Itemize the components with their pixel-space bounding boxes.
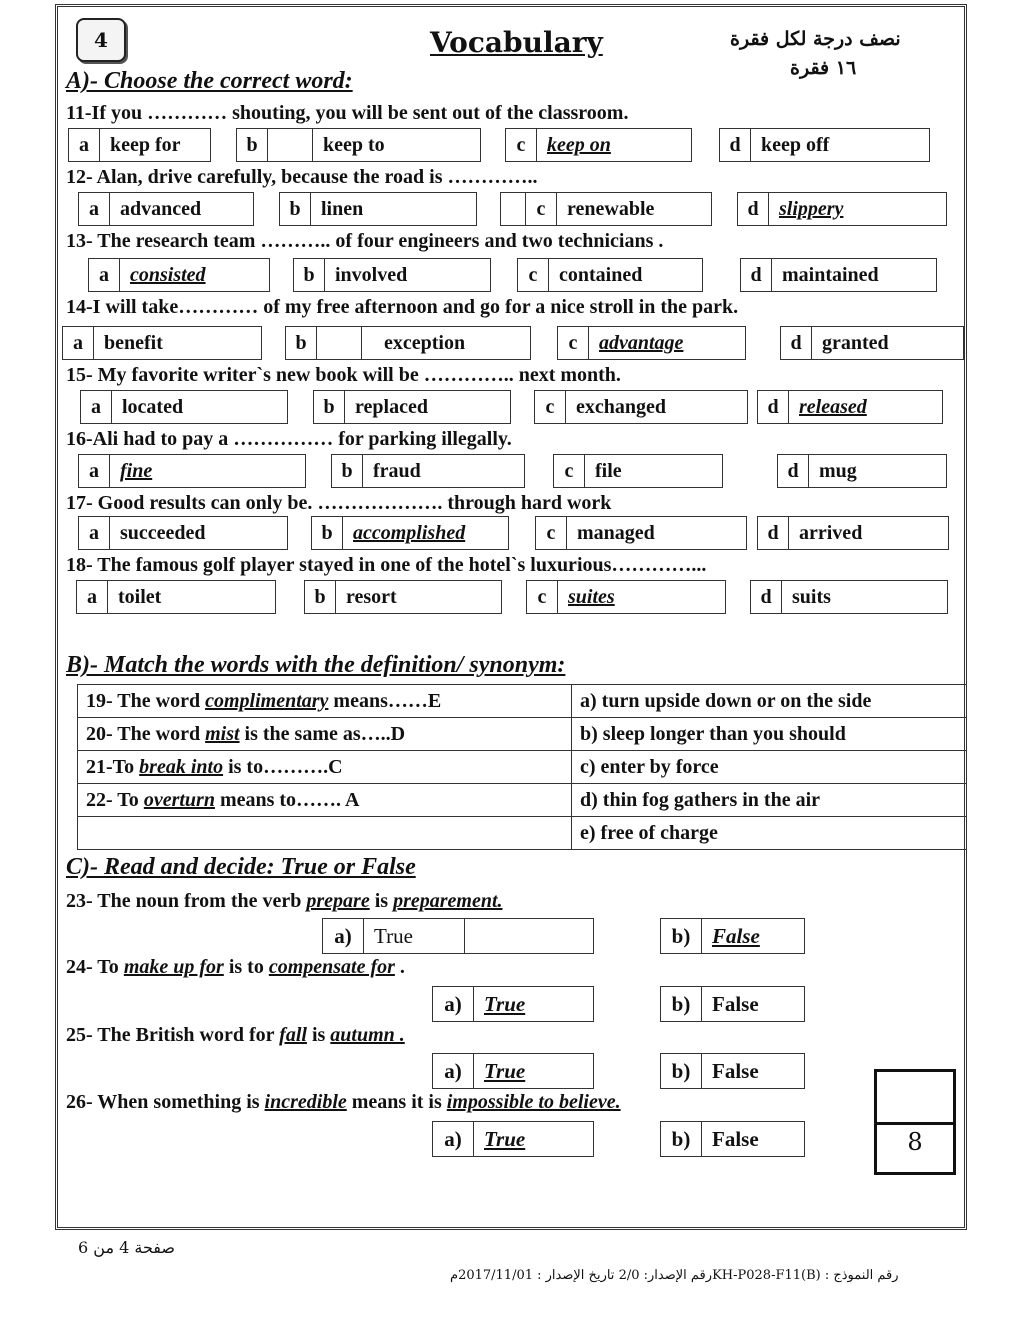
q14-option-a[interactable] (62, 326, 262, 360)
option-letter: a (79, 193, 110, 225)
q13-option-a[interactable] (88, 258, 270, 292)
match-definition: d) thin fog gathers in the air (572, 784, 967, 817)
q11-option-c[interactable] (505, 128, 692, 162)
match-term (78, 817, 572, 850)
q14-option-b[interactable] (285, 326, 531, 360)
q14-option-c[interactable] (557, 326, 746, 360)
question-17: 17- Good results can only be. ………………. through hard work (66, 492, 612, 514)
q15-option-b[interactable] (313, 390, 511, 424)
q16-option-c[interactable] (553, 454, 723, 488)
question-16: 16-Ali had to pay a …………… for parking illegally. (66, 428, 512, 450)
section-a-title: A)- Choose the correct word: (66, 68, 353, 94)
q16-option-a[interactable] (78, 454, 306, 488)
match-term: 22- To overturn means to……. A (78, 784, 572, 817)
section-c-title: C)- Read and decide: True or False (66, 854, 416, 880)
option-text: granted (822, 332, 889, 354)
option-text: managed (577, 522, 655, 544)
option-text: renewable (567, 198, 655, 220)
match-table (77, 684, 967, 850)
option-letter: b (237, 129, 268, 161)
q18-option-c[interactable] (526, 580, 726, 614)
question-11: 11-If you ………… shouting, you will be sent out of the classroom. (66, 102, 629, 124)
q16-option-d[interactable] (777, 454, 947, 488)
option-letter: d (781, 327, 812, 359)
option-letter: c (535, 391, 566, 423)
match-term: 21-To break into is to……….C (78, 751, 572, 784)
option-letter: a (81, 391, 112, 423)
option-text: accomplished (353, 522, 466, 544)
match-term: 20- The word mist is the same as…..D (78, 718, 572, 751)
option-text: advanced (120, 198, 202, 220)
option-text: exception (384, 332, 466, 354)
q14-option-d[interactable] (780, 326, 964, 360)
q17-option-c[interactable] (535, 516, 747, 550)
option-text: advantage (599, 332, 684, 354)
option-text: mug (819, 460, 857, 482)
q12-option-a[interactable] (78, 192, 254, 226)
option-text: linen (321, 198, 364, 220)
q18-option-b[interactable] (304, 580, 502, 614)
match-definition: a) turn upside down or on the side (572, 685, 967, 718)
score-value: 8 (907, 1128, 923, 1156)
option-text: keep to (323, 134, 385, 156)
question-18: 18- The famous golf player stayed in one of the hotel`s luxurious…………... (66, 554, 707, 576)
q13-option-c[interactable] (517, 258, 703, 292)
option-letter: b (332, 455, 363, 487)
q12-option-c[interactable] (500, 192, 712, 226)
q15-option-c[interactable] (534, 390, 748, 424)
match-row (78, 784, 967, 817)
option-text: slippery (779, 198, 844, 220)
option-letter: c (558, 327, 589, 359)
option-letter: d (751, 581, 782, 613)
option-letter: d (758, 517, 789, 549)
question-25: 25- The British word for fall is autumn . (66, 1024, 405, 1046)
option-letter: a (77, 581, 108, 613)
option-spacer (268, 129, 313, 161)
option-letter: a (69, 129, 100, 161)
option-letter: a (89, 259, 120, 291)
q11-option-a[interactable] (68, 128, 211, 162)
option-text: arrived (799, 522, 863, 544)
question-26: 26- When something is incredible means it is impossible to believe. (66, 1091, 621, 1113)
match-term: 19- The word complimentary means……E (78, 685, 572, 718)
option-text: maintained (782, 264, 879, 286)
question-15: 15- My favorite writer`s new book will be ………….. next month. (66, 364, 621, 386)
option-letter: b (286, 327, 317, 359)
option-letter: b (314, 391, 345, 423)
option-letter: b (312, 517, 343, 549)
section-b-title: B)- Match the words with the definition/ synonym: (66, 652, 566, 678)
match-row (78, 751, 967, 784)
option-text: fraud (373, 460, 421, 482)
option-text: located (122, 396, 184, 418)
q25-option-b[interactable]: b) False (660, 1053, 805, 1089)
q11-option-d[interactable] (719, 128, 930, 162)
page-title: Vocabulary (430, 26, 603, 59)
option-text: involved (335, 264, 408, 286)
arabic-grade-note: نصف درجة لكل فقرة (730, 28, 901, 50)
q24-option-a[interactable]: a) True (432, 986, 594, 1022)
q24-option-b[interactable]: b) False (660, 986, 805, 1022)
q26-option-b[interactable]: b) False (660, 1121, 805, 1157)
question-24: 24- To make up for is to compensate for . (66, 956, 405, 978)
option-letter: c (506, 129, 537, 161)
q26-option-a[interactable]: a) True (432, 1121, 594, 1157)
option-spacer (501, 193, 526, 225)
q18-option-d[interactable] (750, 580, 948, 614)
q13-option-b[interactable] (293, 258, 491, 292)
option-spacer (317, 327, 362, 359)
option-text: keep on (547, 134, 611, 156)
option-text: consisted (130, 264, 206, 286)
option-letter: b (305, 581, 336, 613)
option-text: exchanged (576, 396, 666, 418)
question-12: 12- Alan, drive carefully, because the road is ………….. (66, 166, 538, 188)
q16-option-b[interactable] (331, 454, 525, 488)
match-definition: c) enter by force (572, 751, 967, 784)
option-letter: d (741, 259, 772, 291)
option-text: keep off (761, 134, 830, 156)
option-text: file (595, 460, 622, 482)
option-text: suites (568, 586, 615, 608)
q17-option-d[interactable] (757, 516, 949, 550)
option-letter: d (778, 455, 809, 487)
option-letter: c (536, 517, 567, 549)
q15-option-d[interactable] (757, 390, 943, 424)
option-text: suits (792, 586, 831, 608)
option-letter: c (518, 259, 549, 291)
score-box (874, 1069, 956, 1175)
q12-option-d[interactable] (737, 192, 947, 226)
q18-option-a[interactable] (76, 580, 276, 614)
option-text: keep for (110, 134, 181, 156)
option-letter: c (527, 581, 558, 613)
match-row (78, 817, 967, 850)
q13-option-d[interactable] (740, 258, 937, 292)
footer-form-info: رقم النموذج : KH-P028-F11(B)رقم الإصدار: 2/0 تاريخ الإصدار : 2017/11/01م (450, 1268, 899, 1283)
q23-option-a[interactable]: a) True (322, 918, 594, 954)
option-letter: c (554, 455, 585, 487)
match-definition: e) free of charge (572, 817, 967, 850)
option-text: benefit (104, 332, 163, 354)
option-text: released (799, 396, 867, 418)
option-letter: b (280, 193, 311, 225)
question-13: 13- The research team ……….. of four engineers and two technicians . (66, 230, 664, 252)
q12-option-b[interactable] (279, 192, 477, 226)
match-definition: b) sleep longer than you should (572, 718, 967, 751)
arabic-count-note: ١٦ فقرة (790, 57, 857, 79)
question-14: 14-I will take………… of my free afternoon and go for a nice stroll in the park. (66, 296, 739, 318)
q17-option-a[interactable] (78, 516, 288, 550)
option-letter: b (294, 259, 325, 291)
q17-option-b[interactable] (311, 516, 509, 550)
option-text: toilet (118, 586, 162, 608)
page-number-box: 4 (76, 18, 126, 62)
score-box-top (877, 1072, 953, 1125)
match-row (78, 718, 967, 751)
option-letter: d (758, 391, 789, 423)
option-letter: a (79, 517, 110, 549)
option-text: succeeded (120, 522, 206, 544)
option-text: replaced (355, 396, 428, 418)
q25-option-a[interactable]: a) True (432, 1053, 594, 1089)
option-letter: c (526, 193, 557, 225)
option-text: fine (120, 460, 153, 482)
option-letter: a (79, 455, 110, 487)
q23-option-b[interactable]: b) False (660, 918, 805, 954)
option-text: resort (346, 586, 397, 608)
option-letter: d (720, 129, 751, 161)
q15-option-a[interactable] (80, 390, 288, 424)
footer-page-number: صفحة 4 من 6 (78, 1238, 175, 1257)
option-text: contained (559, 264, 643, 286)
option-letter: d (738, 193, 769, 225)
match-row (78, 685, 967, 718)
option-letter: a (63, 327, 94, 359)
q11-option-b[interactable] (236, 128, 481, 162)
question-23: 23- The noun from the verb prepare is preparement. (66, 890, 503, 912)
